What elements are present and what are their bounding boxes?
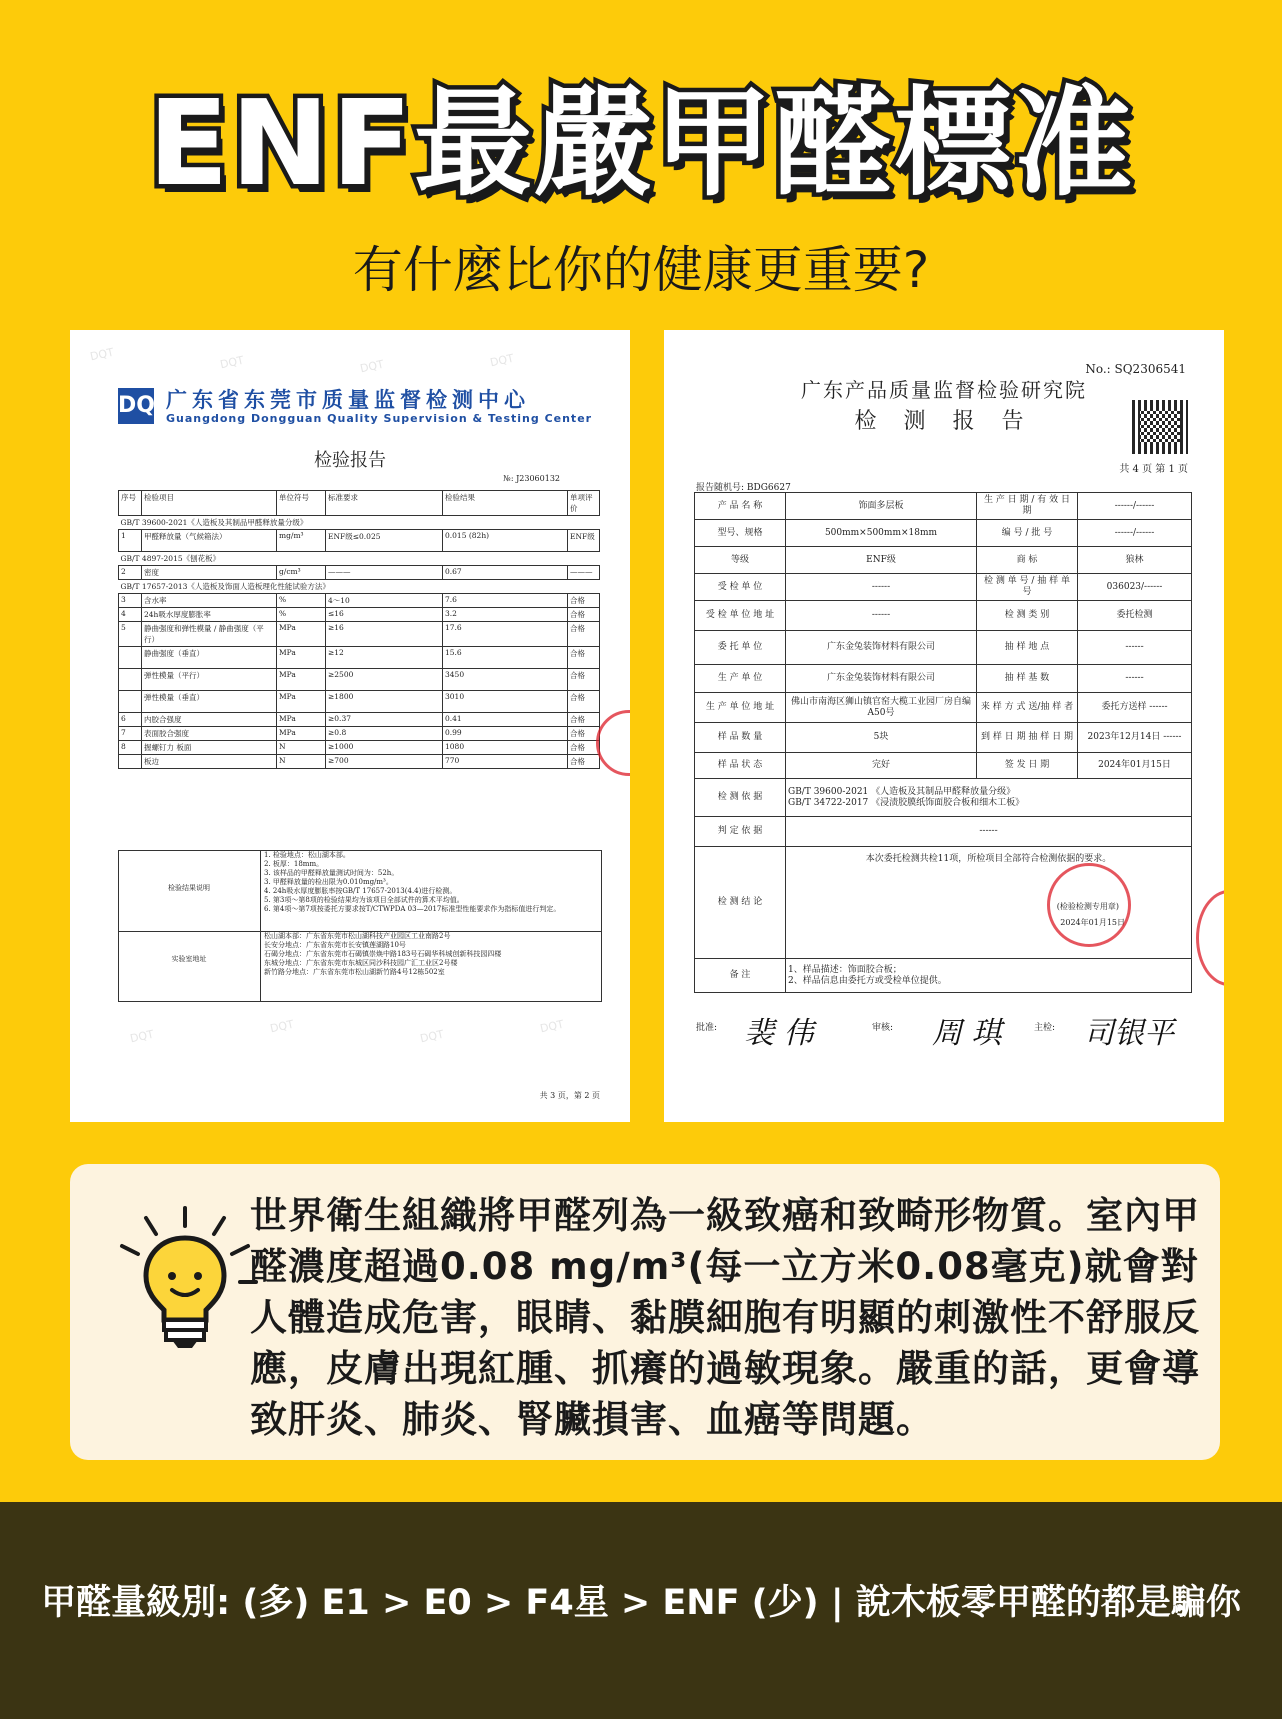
table-cell: 0.99 <box>443 727 568 741</box>
table-cell: 委托方送样 ------ <box>1078 693 1192 723</box>
table-row <box>119 530 600 552</box>
table-row <box>695 574 1192 601</box>
table-cell: ENF级≤0.025 <box>326 530 443 552</box>
table-cell <box>119 691 142 713</box>
table-row <box>695 959 1192 993</box>
table-cell <box>786 779 1192 817</box>
table-cell: 8 <box>119 741 142 755</box>
basis-line: GB/T 34722-2017 《浸渍胶膜纸饰面胶合板和细木工板》 <box>788 797 1025 808</box>
table-cell: 商 标 <box>977 547 1078 574</box>
table-cell: 24h吸水厚度膨胀率 <box>142 608 277 622</box>
table-cell: 2023年12月14日 ------ <box>1078 723 1192 753</box>
table-cell: 5 <box>119 622 142 647</box>
page-title: ENF最嚴甲醛標准 <box>148 74 1134 212</box>
table-row <box>119 741 600 755</box>
table-cell: 等级 <box>695 547 786 574</box>
table-cell: 判 定 依 据 <box>695 817 786 847</box>
table-cell: ------ <box>1078 665 1192 693</box>
table-cell: 3450 <box>443 669 568 691</box>
table-cell: 合格 <box>568 622 600 647</box>
page-subtitle: 有什麼比你的健康更重要? <box>352 241 930 299</box>
lab-line: 东城分地点：广东省东莞市东城区同沙科技园广汇工业区2号楼 <box>264 959 458 967</box>
table-cell <box>119 669 142 691</box>
table-row <box>695 520 1192 547</box>
table-cell: 7.6 <box>443 594 568 608</box>
table-cell: 编 号 / 批 号 <box>977 520 1078 547</box>
stamp-date: 2024年01月15日 <box>1060 918 1125 927</box>
table-cell: 6 <box>119 713 142 727</box>
table-cell: 检 测 类 别 <box>977 601 1078 631</box>
table-row <box>695 601 1192 631</box>
watermark: DQT <box>538 1017 565 1036</box>
left-test-report-image <box>70 330 630 1122</box>
table-cell: 密度 <box>142 566 277 580</box>
watermark: DQT <box>128 1027 155 1046</box>
org-name-en: Guangdong Dongguan Quality Supervision & Testing Center <box>166 412 593 425</box>
table-cell: 0.015 (82h) <box>443 530 568 552</box>
table-cell: % <box>277 608 326 622</box>
report-title: 检验报告 <box>314 450 386 471</box>
table-cell: 合格 <box>568 713 600 727</box>
info-text: 世界衛生組織將甲醛列為一級致癌和致畸形物質。室內甲醛濃度超過0.08 mg/m³(每一立方米0.08毫克)就會對人體造成危害，眼睛、黏膜細胞有明顯的刺激性不舒服反應，皮膚出現紅腫、抓癢的過敏現象。嚴重的話，更會導致肝炎、肺炎、腎臟損害、血癌等問題。 <box>250 1194 1200 1441</box>
report-number: No.: SQ2306541 <box>1085 362 1186 376</box>
table-cell: 2024年01月15日 <box>1078 753 1192 779</box>
table-cell: 板边 <box>142 755 277 769</box>
table-cell: ≤16 <box>326 608 443 622</box>
table-cell: 狼林 <box>1078 547 1192 574</box>
stamp-text: (检验检测专用章) <box>1056 902 1119 911</box>
lab-line: 长安分地点：广东省东莞市长安镇莲湖路10号 <box>264 941 406 949</box>
table-cell: 合格 <box>568 727 600 741</box>
table-cell: ≥0.37 <box>326 713 443 727</box>
report-title: 检 测 报 告 <box>854 409 1034 434</box>
table-cell: 4～10 <box>326 594 443 608</box>
table-row <box>695 493 1192 520</box>
lab-address-row <box>119 931 601 1002</box>
table-cell: 4 <box>119 608 142 622</box>
table-cell: 7 <box>119 727 142 741</box>
table-cell: 内胶合强度 <box>142 713 277 727</box>
table-cell: 型号、规格 <box>695 520 786 547</box>
table-header: 单项评价 <box>568 491 600 516</box>
table-cell: ------ <box>1078 631 1192 665</box>
signature-inspector: 司银平 <box>1084 1016 1174 1051</box>
note-line: 6. 第4项～第7项按委托方要求按T/CTWPDA 03—2017标准型性能要求作为指标值进行判定。 <box>264 905 561 913</box>
table-cell: 合格 <box>568 608 600 622</box>
inspection-table <box>118 490 600 769</box>
org-name: 广东产品质量监督检验研究院 <box>801 378 1087 402</box>
watermark: DQT <box>358 357 385 376</box>
table-header: 标准要求 <box>326 491 443 516</box>
table-cell: MPa <box>277 669 326 691</box>
table-cell: 饰面多层板 <box>786 493 977 520</box>
table-cell: 3010 <box>443 691 568 713</box>
table-row <box>119 713 600 727</box>
table-cell: 3.2 <box>443 608 568 622</box>
table-cell: ≥2500 <box>326 669 443 691</box>
table-cell: ≥1800 <box>326 691 443 713</box>
table-row <box>119 594 600 608</box>
table-cell <box>119 647 142 669</box>
table-row <box>695 665 1192 693</box>
table-cell: 委 托 单 位 <box>695 631 786 665</box>
note-line: 5. 第3项～第8项的检验结果均为该项目全部试件的算术平均值。 <box>264 896 464 904</box>
table-cell: 合格 <box>568 594 600 608</box>
table-header: 检验项目 <box>142 491 277 516</box>
table-cell: 样 品 状 态 <box>695 753 786 779</box>
table-cell: 表面胶合强度 <box>142 727 277 741</box>
approve-label: 批准: <box>696 1023 718 1033</box>
table-row <box>119 566 600 580</box>
note-line: 3. 甲醛释放量的检出限为0.010mg/m³。 <box>264 878 393 886</box>
qr-code-icon <box>1132 400 1188 454</box>
table-cell: 3 <box>119 594 142 608</box>
table-cell: ——— <box>326 566 443 580</box>
table-cell: 0.67 <box>443 566 568 580</box>
lab-line: 新竹路分地点：广东省东莞市松山湖新竹路4号12栋502室 <box>264 968 445 976</box>
table-cell: 生 产 单 位 <box>695 665 786 693</box>
table-row <box>119 669 600 691</box>
table-cell: 受 检 单 位 <box>695 574 786 601</box>
table-cell: 500mm×500mm×18mm <box>786 520 977 547</box>
table-cell: ENF级 <box>786 547 977 574</box>
report-number: №: J23060132 <box>503 474 560 483</box>
center-logo: DQ <box>118 388 154 424</box>
remark-line: 1、样品描述：饰面胶合板； <box>788 964 902 975</box>
notes-text <box>260 851 599 931</box>
table-cell: 佛山市南海区狮山镇官窑大榄工业园厂房自编A50号 <box>786 693 977 723</box>
table-cell: 抽 样 基 数 <box>977 665 1078 693</box>
table-cell: 1 <box>119 530 142 552</box>
remark-line: 2、样品信息由委托方或受检单位提供。 <box>788 975 947 986</box>
table-cell: 广东金兔装饰材料有限公司 <box>786 631 977 665</box>
table-cell: 产 品 名 称 <box>695 493 786 520</box>
note-line: 2. 板厚：18mm。 <box>264 860 324 868</box>
lab-line: 松山湖本部：广东省东莞市松山湖科技产业园区工业南路2号 <box>264 932 451 940</box>
table-cell: 广东金兔装饰材料有限公司 <box>786 665 977 693</box>
section-row: GB/T 4897-2015《刨花板》 <box>119 552 600 566</box>
report-serial: 报告随机号: BDG6627 <box>696 483 791 493</box>
lab-line: 石碣分地点：广东省东莞市石碣镇崇焕中路183号石碣华科城创新科技园四楼 <box>264 950 502 958</box>
table-row <box>695 817 1192 847</box>
lightbulb-icon <box>110 1202 260 1352</box>
table-row <box>695 693 1192 723</box>
table-cell: 1080 <box>443 741 568 755</box>
table-cell: 2 <box>119 566 142 580</box>
table-row <box>119 608 600 622</box>
table-cell: 合格 <box>568 691 600 713</box>
info-box <box>70 1164 1220 1460</box>
signature-approver: 裴 伟 <box>744 1016 814 1051</box>
table-cell: 到 样 日 期 抽 样 日 期 <box>977 723 1078 753</box>
table-cell: MPa <box>277 727 326 741</box>
table-cell: 合格 <box>568 669 600 691</box>
table-cell: ------ <box>786 574 977 601</box>
table-cell: 备 注 <box>695 959 786 993</box>
table-cell: 检 测 单 号 / 抽 样 单 号 <box>977 574 1078 601</box>
table-cell: N <box>277 755 326 769</box>
table-cell: 15.6 <box>443 647 568 669</box>
red-stamp-icon <box>1047 863 1131 947</box>
watermark: DQT <box>268 1017 295 1036</box>
table-cell: 委托检测 <box>1078 601 1192 631</box>
right-test-report-image <box>664 330 1224 1122</box>
watermark: DQT <box>418 1027 445 1046</box>
table-cell: 弹性模量（平行） <box>142 669 277 691</box>
table-cell: 静曲强度（垂直） <box>142 647 277 669</box>
table-cell: MPa <box>277 647 326 669</box>
table-header: 检验结果 <box>443 491 568 516</box>
table-cell: MPa <box>277 713 326 727</box>
table-cell: 5块 <box>786 723 977 753</box>
table-cell: ------ <box>786 817 1192 847</box>
table-cell: ------/------ <box>1078 493 1192 520</box>
table-cell: 来 样 方 式 送/抽 样 者 <box>977 693 1078 723</box>
table-cell: MPa <box>277 622 326 647</box>
table-cell: ------/------ <box>1078 520 1192 547</box>
table-row <box>695 631 1192 665</box>
table-cell: 完好 <box>786 753 977 779</box>
table-cell: 签 发 日 期 <box>977 753 1078 779</box>
table-cell: MPa <box>277 691 326 713</box>
table-cell: 036023/------ <box>1078 574 1192 601</box>
table-cell: 合格 <box>568 755 600 769</box>
lab-addresses <box>260 932 599 1002</box>
table-cell: 握螺钉力 板面 <box>142 741 277 755</box>
main-inspector-label: 主检: <box>1034 1023 1056 1033</box>
note-line: 3. 该样品的甲醛释放量测试时间为：52h。 <box>264 869 399 877</box>
watermark: DQT <box>488 351 515 370</box>
table-cell: % <box>277 594 326 608</box>
table-cell: 含水率 <box>142 594 277 608</box>
watermark: DQT <box>88 345 115 364</box>
table-cell: N <box>277 741 326 755</box>
notes-label: 检验结果说明 <box>168 884 210 892</box>
table-cell: 抽 样 地 点 <box>977 631 1078 665</box>
table-row <box>119 691 600 713</box>
page-indicator: 共 4 页 第 1 页 <box>1119 464 1188 475</box>
lab-label: 实验室地址 <box>171 955 207 963</box>
org-name-cn: 广东省东莞市质量监督检测中心 <box>166 388 530 412</box>
table-cell <box>786 847 1192 959</box>
basis-line: GB/T 39600-2021 《人造板及其制品甲醛释放量分级》 <box>788 786 1016 797</box>
note-line: 4. 24h吸水厚度膨胀率按GB/T 17657-2013(4.4)进行检测。 <box>264 887 457 895</box>
table-cell <box>786 959 1192 993</box>
table-cell: ENF级 <box>568 530 600 552</box>
table-cell: 静曲强度和弹性模量 / 静曲强度（平行） <box>142 622 277 647</box>
table-cell: 检 测 结 论 <box>695 847 786 959</box>
table-row <box>119 755 600 769</box>
table-cell: 甲醛释放量（气候箱法） <box>142 530 277 552</box>
page-indicator: 共 3 页，第 2 页 <box>539 1091 600 1100</box>
conclusion-text: 本次委托检测共检11项，所检项目全部符合检测依据的要求。 <box>865 854 1112 864</box>
table-row <box>119 727 600 741</box>
inspection-notes <box>118 850 602 1002</box>
table-cell: 合格 <box>568 741 600 755</box>
table-cell: ------ <box>786 601 977 631</box>
review-label: 审核: <box>872 1023 894 1033</box>
table-cell: ≥1000 <box>326 741 443 755</box>
table-row <box>695 779 1192 817</box>
note-line: 1. 检验地点：松山湖本部。 <box>264 851 350 859</box>
table-cell: mg/m³ <box>277 530 326 552</box>
table-header-row <box>119 491 600 516</box>
table-cell: ——— <box>568 566 600 580</box>
table-cell: ≥0.8 <box>326 727 443 741</box>
table-cell: 合格 <box>568 647 600 669</box>
report-table <box>694 492 1192 993</box>
table-cell: g/cm³ <box>277 566 326 580</box>
table-cell: 样 品 数 量 <box>695 723 786 753</box>
red-stamp-icon <box>1196 890 1224 986</box>
table-cell: 生 产 单 位 地 址 <box>695 693 786 723</box>
table-cell: 检 测 依 据 <box>695 779 786 817</box>
table-cell: 17.6 <box>443 622 568 647</box>
footer-bar <box>0 1502 1282 1719</box>
table-header: 序号 <box>119 491 142 516</box>
watermark: DQT <box>218 353 245 372</box>
table-cell: ≥12 <box>326 647 443 669</box>
table-row <box>119 622 600 647</box>
red-stamp-icon <box>596 710 630 776</box>
footer-text: 甲醛量級別: (多) E1 > E0 > F4星 > ENF (少) | 說木板零甲醛的都是騙你 <box>41 1583 1241 1623</box>
table-row <box>119 647 600 669</box>
table-row <box>695 753 1192 779</box>
signature-reviewer: 周 琪 <box>932 1016 1002 1051</box>
table-row <box>695 547 1192 574</box>
table-cell: ≥16 <box>326 622 443 647</box>
table-cell: 受 检 单 位 地 址 <box>695 601 786 631</box>
table-row <box>695 723 1192 753</box>
table-header: 单位符号 <box>277 491 326 516</box>
table-row <box>695 847 1192 959</box>
table-cell: ≥700 <box>326 755 443 769</box>
table-cell: 770 <box>443 755 568 769</box>
table-cell: 0.41 <box>443 713 568 727</box>
section-row: GB/T 17657-2013《人造板及饰面人造板理化性能试验方法》 <box>119 580 600 594</box>
table-cell: 弹性模量（垂直） <box>142 691 277 713</box>
table-cell <box>119 755 142 769</box>
table-cell: 生 产 日 期 / 有 效 日 期 <box>977 493 1078 520</box>
section-row: GB/T 39600-2021《人造板及其制品甲醛释放量分级》 <box>119 516 600 530</box>
